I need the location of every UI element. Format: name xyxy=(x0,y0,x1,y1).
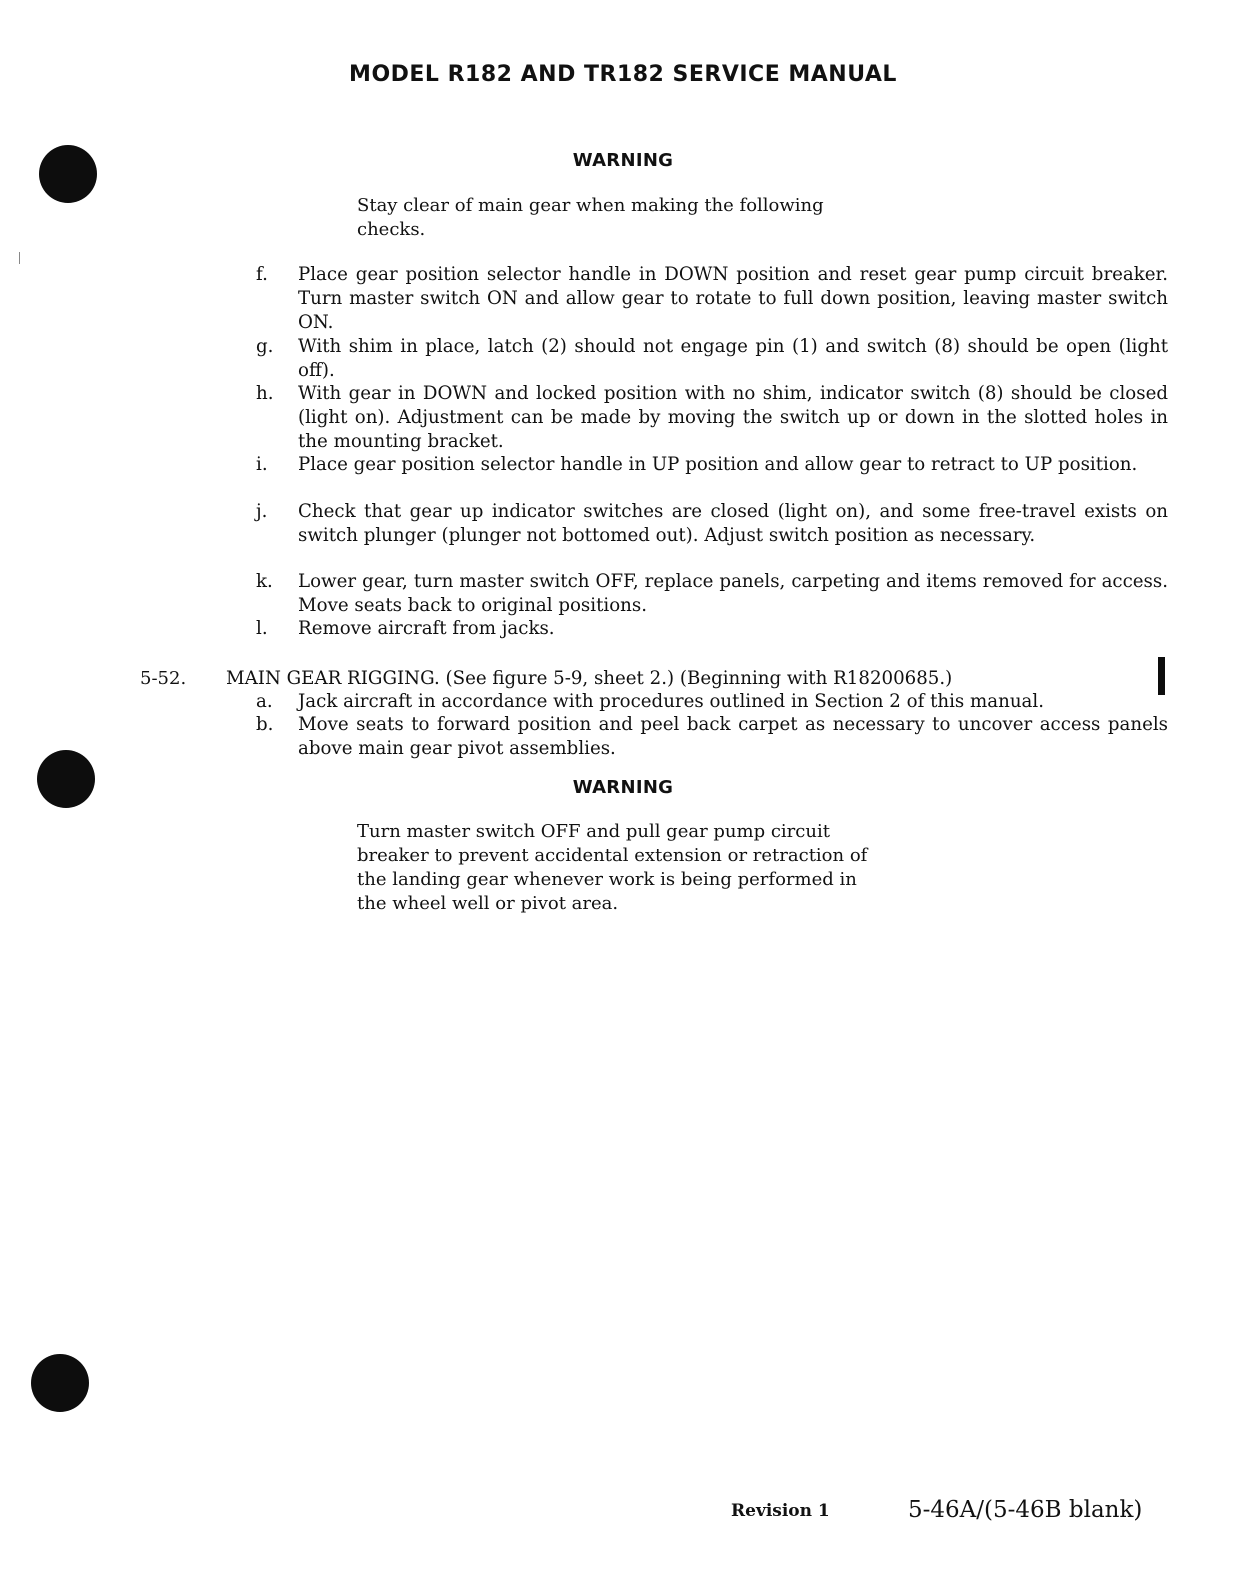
step-f xyxy=(256,263,1168,335)
revision-label: Revision 1 xyxy=(731,1501,830,1521)
warning-line: checks. xyxy=(357,219,426,240)
step-text: Lower gear, turn master switch OFF, replace panels, carpeting and items removed for access. Move seats back to original positions. xyxy=(298,571,1168,616)
step-label: a. xyxy=(256,691,273,712)
step-label: l. xyxy=(256,618,268,639)
section-number: 5-52. xyxy=(140,668,187,689)
binder-hole-bottom xyxy=(31,1354,89,1412)
step-text: Check that gear up indicator switches are closed (light on), and some free-travel exists on switch plunger (plunger not bottomed out). Adjust switch position as necessary. xyxy=(298,501,1168,546)
section-heading: MAIN GEAR RIGGING. (See figure 5-9, sheet 2.) (Beginning with R18200685.) xyxy=(226,668,953,689)
step-text: Place gear position selector handle in UP position and allow gear to retract to UP position. xyxy=(298,454,1138,475)
page-number: 5-46A/(5-46B blank) xyxy=(908,1497,1143,1523)
step-b xyxy=(256,713,1168,761)
step-j xyxy=(256,500,1168,548)
step-label: j. xyxy=(256,501,268,522)
step-text: With shim in place, latch (2) should not engage pin (1) and switch (8) should be open (light off). xyxy=(298,336,1168,381)
warning-line: the wheel well or pivot area. xyxy=(357,893,619,914)
step-label: f. xyxy=(256,264,268,285)
page-title: MODEL R182 AND TR182 SERVICE MANUAL xyxy=(349,62,897,87)
step-text: With gear in DOWN and locked position with no shim, indicator switch (8) should be closed (light on). Adjustment can be made by moving the switch up or down in the slotted holes in the mounting bracket. xyxy=(298,383,1168,452)
step-label: i. xyxy=(256,454,268,475)
step-i xyxy=(256,453,1168,477)
step-l xyxy=(256,617,1168,641)
step-a xyxy=(256,690,1168,714)
step-label: h. xyxy=(256,383,274,404)
step-text: Jack aircraft in accordance with procedures outlined in Section 2 of this manual. xyxy=(298,691,1044,712)
step-label: k. xyxy=(256,571,273,592)
warning-line: the landing gear whenever work is being performed in xyxy=(357,869,857,890)
step-k xyxy=(256,570,1168,618)
step-text: Remove aircraft from jacks. xyxy=(298,618,555,639)
warning-heading: WARNING xyxy=(572,777,674,798)
step-text: Place gear position selector handle in DOWN position and reset gear pump circuit breaker. Turn master switch ON and allow gear to rotate to full down position, leaving master switch ON. xyxy=(298,264,1168,333)
warning-line: breaker to prevent accidental extension or retraction of xyxy=(357,845,868,866)
step-label: g. xyxy=(256,336,274,357)
warning-text xyxy=(357,820,957,916)
scan-speck xyxy=(19,252,20,264)
step-g xyxy=(256,335,1168,383)
step-label: b. xyxy=(256,714,274,735)
warning-text xyxy=(357,194,957,242)
warning-line: Stay clear of main gear when making the following xyxy=(357,195,824,216)
warning-line: Turn master switch OFF and pull gear pump circuit xyxy=(357,821,830,842)
step-h xyxy=(256,382,1168,454)
warning-heading: WARNING xyxy=(572,150,674,171)
step-text: Move seats to forward position and peel back carpet as necessary to uncover access panels above main gear pivot assemblies. xyxy=(298,714,1168,759)
